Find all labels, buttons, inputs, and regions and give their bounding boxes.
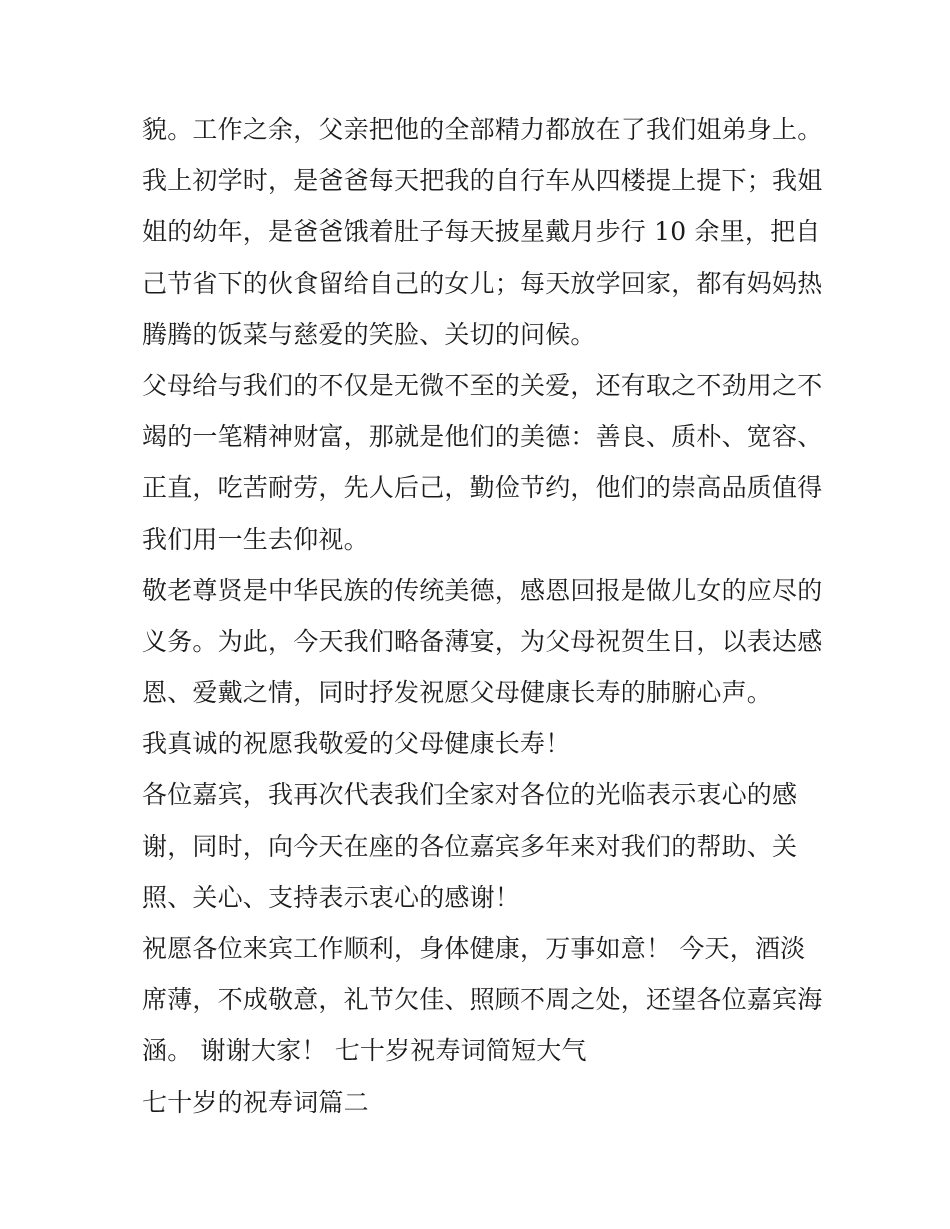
text-line: 敬老尊贤是中华民族的传统美德，感恩回报是做儿女的应尽的 xyxy=(142,575,823,605)
text-line: 姐的幼年，是爸爸饿着肚子每天披星戴月步行 10 余里，把自 xyxy=(142,217,821,247)
text-line: 恩、爱戴之情，同时抒发祝愿父母健康长寿的肺腑心声。 xyxy=(142,678,773,708)
text-line: 我真诚的祝愿我敬爱的父母健康长寿！ xyxy=(142,729,571,759)
document-body xyxy=(142,104,822,1128)
text-line: 祝愿各位来宾工作顺利，身体健康，万事如意！ 今天，酒淡 xyxy=(142,934,806,963)
text-line: 我上初学时，是爸爸每天把我的自行车从四楼提上提下；我姐 xyxy=(142,166,823,196)
text-line: 正直，吃苦耐劳，先人后己，勤俭节约，他们的崇高品质值得 xyxy=(142,473,823,503)
text-line: 腾腾的饭菜与慈爱的笑脸、关切的问候。 xyxy=(142,319,596,349)
text-line: 谢，同时，向今天在座的各位嘉宾多年来对我们的帮助、关 xyxy=(142,831,798,861)
text-line: 我们用一生去仰视。 xyxy=(142,524,369,554)
text-line: 貌。工作之余，父亲把他的全部精力都放在了我们姐弟身上。 xyxy=(142,115,823,144)
text-line: 涵。 谢谢大家！ 七十岁祝寿词简短大气 xyxy=(142,1036,587,1066)
text-line: 各位嘉宾，我再次代表我们全家对各位的光临表示衷心的感 xyxy=(142,780,798,810)
section-heading: 七十岁的祝寿词篇二 xyxy=(142,1087,369,1117)
text-line: 席薄，不成敬意，礼节欠佳、照顾不周之处，还望各位嘉宾海 xyxy=(142,985,823,1015)
text-line: 义务。为此，今天我们略备薄宴，为父母祝贺生日，以表达感 xyxy=(142,626,823,656)
text-line: 照、关心、支持表示衷心的感谢！ xyxy=(142,882,521,912)
text-line: 父母给与我们的不仅是无微不至的关爱，还有取之不劲用之不 xyxy=(142,370,823,400)
text-line: 竭的一笔精神财富，那就是他们的美德：善良、质朴、宽容、 xyxy=(142,422,823,452)
text-line: 己节省下的伙食留给自己的女儿；每天放学回家，都有妈妈热 xyxy=(142,268,823,298)
